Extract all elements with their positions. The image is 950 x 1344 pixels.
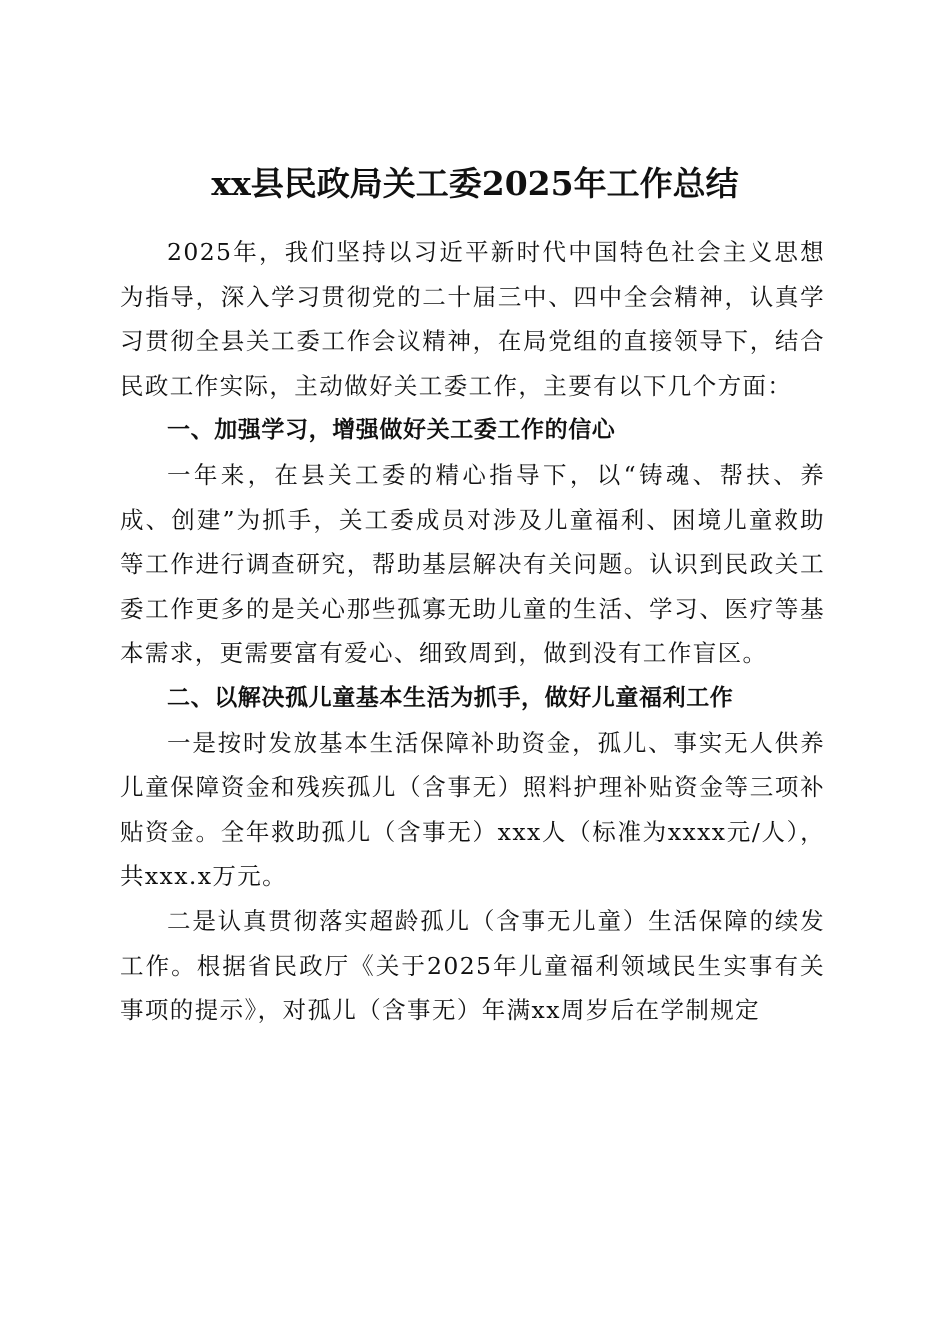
section-1-paragraph: 一年来，在县关工委的精心指导下，以“铸魂、帮扶、养成、创建”为抓手，关工委成员对涉及儿童福利、困境儿童救助等工作进行调查研究，帮助基层解决有关问题。认识到民政关工委工作更多的是关心那些孤寡无助儿童的生活、学习、医疗等基本需求，更需要富有爱心、细致周到，做到没有工作盲区。 bbox=[120, 460, 825, 668]
section-1-heading: 一、加强学习，增强做好关工委工作的信心 bbox=[167, 417, 616, 444]
section-2-paragraph-1: 一是按时发放基本生活保障补助资金，孤儿、事实无人供养儿童保障资金和残疾孤儿（含事无）照料护理补贴资金等三项补贴资金。全年救助孤儿（含事无）xxx人（标准为xxxx元/人），共xxx.x万元。 bbox=[120, 728, 825, 891]
document-body bbox=[120, 230, 825, 1033]
section-2-paragraph-2: 二是认真贯彻落实超龄孤儿（含事无儿童）生活保障的续发工作。根据省民政厅《关于2025年儿童福利领域民生实事有关事项的提示》，对孤儿（含事无）年满xx周岁后在学制规定 bbox=[120, 906, 825, 1025]
intro-paragraph: 2025年，我们坚持以习近平新时代中国特色社会主义思想为指导，深入学习贯彻党的二十届三中、四中全会精神，认真学习贯彻全县关工委工作会议精神，在局党组的直接领导下，结合民政工作实际，主动做好关工委工作，主要有以下几个方面： bbox=[120, 238, 825, 400]
document-title: xx县民政局关工委2025年工作总结 bbox=[211, 164, 739, 204]
section-2-heading: 二、以解决孤儿童基本生活为抓手，做好儿童福利工作 bbox=[167, 684, 734, 711]
